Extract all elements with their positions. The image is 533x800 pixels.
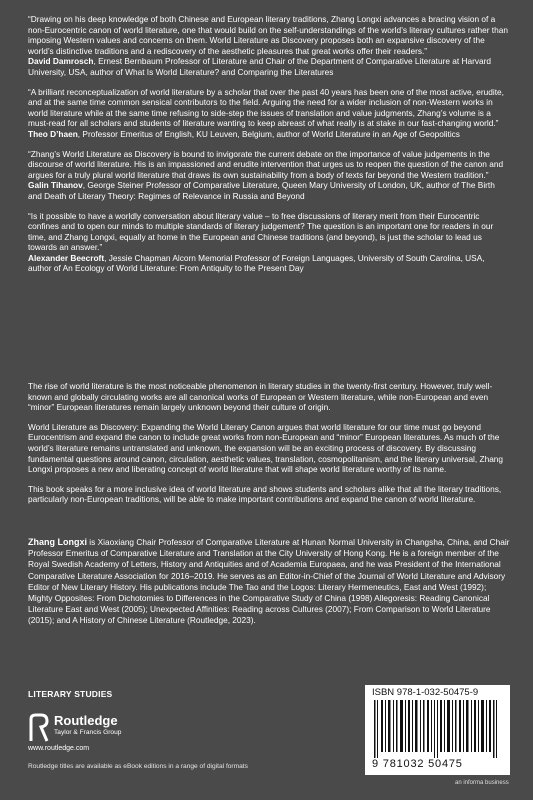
endorsement-2 xyxy=(28,87,510,140)
description-paragraph: World Literature as Discovery: Expanding the World Literary Canon argues that world literature for our time must go beyond Eurocentrism and expand the canon to include great works from non-European and “minor” European literatures. As much of the world’s literature remains untranslated and unknown, the expansion will be an exciting process of discovery. By discussing fundamental questions around canon, circulation, aesthetic values, translation, cosmopolitanism, and the literary universal, Zhang Longxi proposes a new and liberating concept of world literature that will shape world literature worthy of its name. xyxy=(28,421,504,475)
publisher-name: Routledge xyxy=(54,713,118,728)
informa-tagline: an informa business xyxy=(455,780,509,786)
author-bio xyxy=(28,537,510,627)
endorsement-text: “Zhang’s World Literature as Discovery is bound to invigorate the current debate on the importance of value judgements in the discourse of world literature. His is an impassioned and erudite intervention that urges us to reopen the question of the canon and argues for a truly plural world literature that draws its own sustainability from a body of texts far beyond the Western tradition.” xyxy=(28,148,504,180)
endorser-name: Alexander Beecroft xyxy=(28,252,105,263)
endorser-affiliation: , Professor Emeritus of English, KU Leuven, Belgium, author of World Literature in an Age of Geopolitics xyxy=(77,128,460,139)
endorser-name: David Damrosch xyxy=(28,56,94,67)
subject-category: LITERARY STUDIES xyxy=(28,689,113,699)
description-paragraph: This book speaks for a more inclusive idea of world literature and shows students and scholars alike that all the literary traditions, particularly non-European traditions, will be able to make important contributions and expand the canon of world literature. xyxy=(28,483,502,505)
endorsement-text: “A brilliant reconceptualization of world literature by a scholar that over the past 40 years has been one of the most active, erudite, and at the same time common sensical contributors to the field. Arguing the need for a wider inclusion of non-Western works in world literature while at the same time refusing to side-step the issues of translation and value judgments, Zhang’s volume is a must-read for all scholars and students of literature wanting to keep abreast of what really is at stake in our fast-changing world.” xyxy=(28,86,504,129)
endorsement-1 xyxy=(28,14,510,78)
author-bio-text: is Xiaoxiang Chair Professor of Comparative Literature at Hunan Normal University in Changsha, China, and Chair Professor Emeritus of Comparative Literature and Translation at the City University of Hong Kong. He is a foreign member of the Royal Swedish Academy of Letters, History and Antiquities and of Academia Europaea, and he was President of the International Comparative Literature Association for 2016–2019. He serves as an Editor-in-Chief of the Journal of World Literature and Advisory Editor of New Literary History. His publications include The Tao and the Logos: Literary Hermeneutics, East and West (1992); Mighty Opposites: From Dichotomies to Differences in the Comparative Study of China (1998) Allegoresis: Reading Canonical Literature East and West (2005); Unexpected Affinities: Reading across Cultures (2007); From Comparison to World Literature (2015); and A History of Chinese Literature (Routledge, 2023). xyxy=(28,537,510,626)
endorsement-text: “Is it possible to have a worldly conversation about literary value – to free discussions of literary merit from their Eurocentric confines and to open our minds to multiple standards of literary judgement? The question is an important one for readers in our time, and Zhang Longxi, equally at home in the European and Chinese traditions (and beyond), is just the scholar to lead us towards an answer.” xyxy=(28,210,494,253)
endorsement-text: “Drawing on his deep knowledge of both Chinese and European literary traditions, Zhang Longxi advances a bracing vision of a non-Eurocentric canon of world literature, one that would build on the self-understandings of the world’s literary cultures rather than imposing Western values and concerns on them. World Literature as Discovery proposes both an expansive discovery of the world’s distinctive traditions and a rediscovery of the aesthetic pleasures that great works offer their readers.” xyxy=(28,14,508,56)
endorser-affiliation: , Ernest Bernbaum Professor of Literature and Chair of the Department of Comparative Literature at Harvard University, USA, author of What Is World Literature? and Comparing the Literatures xyxy=(28,56,492,77)
endorser-affiliation: , George Steiner Professor of Comparative Literature, Queen Mary University of London, UK, author of The Birth and Death of Literary Theory: Regimes of Relevance in Russia and Beyond xyxy=(28,180,495,201)
endorser-name: Theo D’haen xyxy=(28,128,78,139)
publisher-url[interactable]: www.routledge.com xyxy=(28,745,90,752)
endorser-affiliation: , Jessie Chapman Alcorn Memorial Professor of Foreign Languages, University of South Carolina, USA, author of An Ecology of World Literature: From Antiquity to the Present Day xyxy=(28,252,485,274)
publisher-block xyxy=(28,711,168,753)
description-paragraph: The rise of world literature is the most noticeable phenomenon in literary studies in the twenty-first century. However, truly well-known and globally circulating works are all canonical works of European or Western literature, while non-European and even “minor” European literatures remain largely unknown beyond their culture of origin. xyxy=(28,381,493,413)
routledge-logo-icon xyxy=(28,713,50,743)
barcode-digits: 9 781032 50475 xyxy=(372,758,463,770)
publisher-group: Taylor & Francis Group xyxy=(54,729,122,736)
endorsements xyxy=(28,14,510,283)
ebook-note: Routledge titles are available as eBook editions in a range of digital formats xyxy=(28,763,248,770)
endorsement-3 xyxy=(28,149,510,202)
endorser-name: Galin Tihanov xyxy=(28,180,83,191)
endorsement-4 xyxy=(28,211,510,275)
author-name: Zhang Longxi xyxy=(28,537,87,547)
barcode-icon xyxy=(372,700,502,758)
isbn-label: ISBN 978-1-032-50475-9 xyxy=(372,687,479,698)
book-description xyxy=(28,381,510,514)
